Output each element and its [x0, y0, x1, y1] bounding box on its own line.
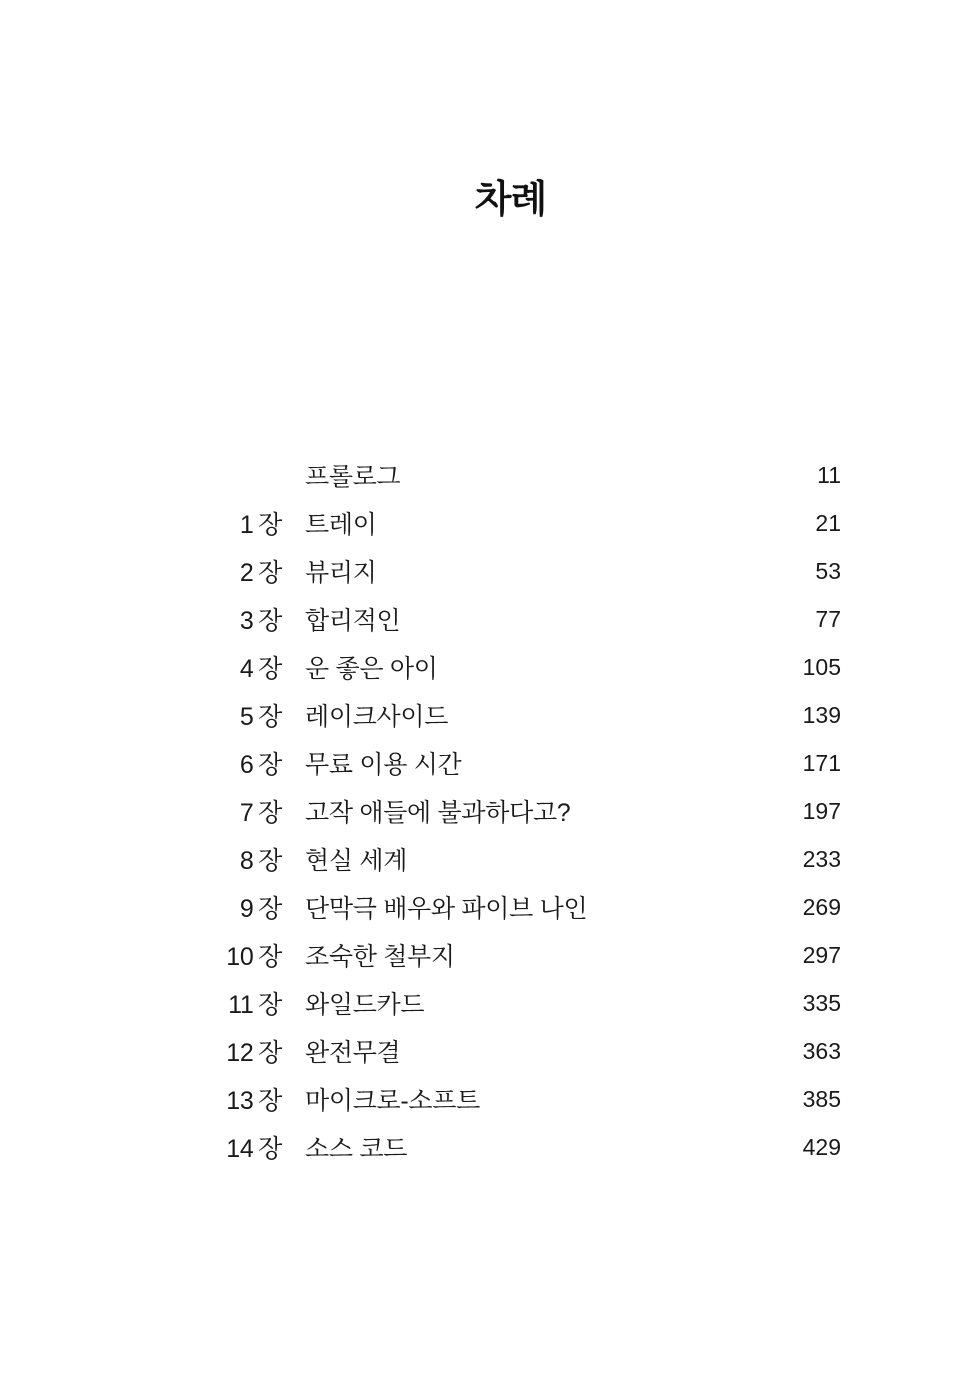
page-number: 11: [817, 461, 841, 488]
chapter-title: 합리적인: [305, 607, 401, 635]
toc-entry: [180, 931, 841, 979]
page-number: 297: [802, 941, 841, 968]
toc-entry: [180, 835, 841, 883]
chapter-number: 9 장: [239, 895, 282, 923]
page-number: 429: [802, 1133, 841, 1160]
chapter-title: 조숙한 철부지: [305, 943, 455, 971]
toc-entry: [180, 1123, 841, 1171]
page-number: 363: [802, 1037, 841, 1064]
chapter-number: 13 장: [226, 1087, 282, 1115]
toc-entry: [180, 979, 841, 1027]
chapter-number: 4 장: [239, 655, 282, 683]
page-number: 197: [802, 797, 841, 824]
chapter-number: 14 장: [226, 1135, 282, 1163]
page-number: 53: [815, 557, 841, 584]
toc-entry: [180, 883, 841, 931]
toc-list: [180, 451, 841, 1171]
chapter-title: 마이크로-소프트: [305, 1087, 480, 1115]
page-number: 105: [802, 653, 841, 680]
toc-entry: [180, 643, 841, 691]
chapter-number: 2 장: [239, 559, 282, 587]
chapter-title: 무료 이용 시간: [305, 751, 462, 779]
chapter-title: 완전무결: [305, 1039, 401, 1067]
chapter-number: 10 장: [226, 943, 282, 971]
toc-entry: [180, 739, 841, 787]
page-title: 차례: [474, 179, 547, 221]
chapter-title: 와일드카드: [305, 991, 425, 1019]
chapter-number: 8 장: [239, 847, 282, 875]
chapter-title: 뷰리지: [305, 559, 377, 587]
chapter-title: 현실 세계: [305, 847, 408, 875]
page-number: 335: [802, 989, 841, 1016]
toc-entry: [180, 595, 841, 643]
chapter-title: 단막극 배우와 파이브 나인: [305, 895, 588, 923]
toc-entry: [180, 499, 841, 547]
chapter-number: 1 장: [239, 511, 282, 539]
chapter-title: 운 좋은 아이: [305, 655, 438, 683]
chapter-number: 3 장: [239, 607, 282, 635]
page-number: 77: [815, 605, 841, 632]
toc-entry: [180, 547, 841, 595]
page-number: 233: [802, 845, 841, 872]
chapter-title: 레이크사이드: [305, 703, 449, 731]
chapter-number: 11 장: [228, 991, 282, 1019]
chapter-title: 프롤로그: [305, 463, 401, 491]
chapter-number: 6 장: [239, 751, 282, 779]
toc-entry: [180, 691, 841, 739]
chapter-number: 5 장: [239, 703, 282, 731]
page-number: 21: [815, 509, 841, 536]
toc-entry: [180, 451, 841, 499]
toc-entry: [180, 1027, 841, 1075]
toc-entry: [180, 787, 841, 835]
chapter-number: 7 장: [239, 799, 282, 827]
page-number: 171: [802, 749, 841, 776]
chapter-number: 12 장: [226, 1039, 282, 1067]
page-number: 269: [802, 893, 841, 920]
chapter-title: 소스 코드: [305, 1135, 408, 1163]
chapter-title: 트레이: [305, 511, 377, 539]
page-number: 385: [802, 1085, 841, 1112]
page-number: 139: [802, 701, 841, 728]
chapter-title: 고작 애들에 불과하다고?: [305, 799, 571, 827]
toc-entry: [180, 1075, 841, 1123]
